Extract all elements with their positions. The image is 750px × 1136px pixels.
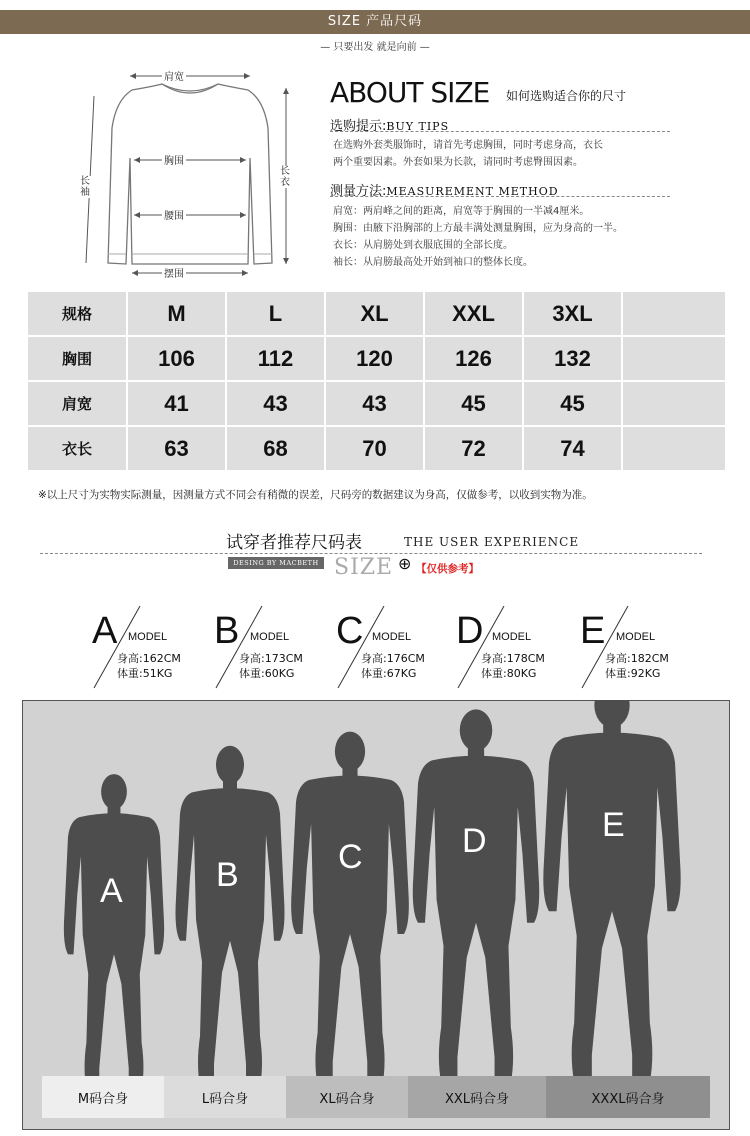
silhouette-b-figure [176, 746, 285, 1087]
fit-l: L码合身 [164, 1076, 286, 1118]
table-cell: 胸围 [28, 337, 126, 380]
reference-only-label: 【仅供参考】 [416, 563, 479, 575]
about-size-title: ABOUT SIZE [330, 76, 490, 109]
diagram-length-label: 长衣 [280, 166, 290, 188]
silhouette-c-figure [291, 732, 409, 1086]
table-cell [623, 382, 725, 425]
model-e: E MODEL 身高:182CM 体重:92KG [580, 610, 700, 700]
table-cell: 衣长 [28, 427, 126, 470]
silhouette-e-figure [543, 700, 680, 1082]
table-cell: 规格 [28, 292, 126, 335]
sweater-outline-icon [70, 58, 310, 290]
size-word: SIZE [334, 555, 394, 580]
header-subtitle: — 只要出发 就是向前 — [320, 42, 430, 53]
buy-tips-heading: 选购提示:BUY TIPS [330, 119, 450, 134]
table-row [28, 337, 725, 380]
table-cell [623, 337, 725, 380]
silhouette-b-label: B [216, 856, 239, 894]
table-row [28, 427, 725, 470]
measurement-note: ※以上尺寸为实物实际测量，因测量方式不同会有稍微的误差，尺码旁的数据建议为身高，仅做参考，以收到实物为准。 [38, 489, 593, 501]
experience-title: 试穿者推荐尺码表 [226, 533, 362, 553]
model-d: D MODEL 身高:178CM 体重:80KG [456, 610, 576, 700]
divider [40, 553, 702, 554]
fit-xxl: XXL码合身 [408, 1076, 546, 1118]
silhouettes [22, 700, 730, 1130]
silhouette-c-label: C [338, 838, 363, 876]
fit-bar [42, 1076, 710, 1118]
table-cell: 肩宽 [28, 382, 126, 425]
table-cell: 43 [326, 382, 423, 425]
table-cell: 41 [128, 382, 225, 425]
silhouette-a-figure [64, 774, 164, 1090]
silhouette-a-label: A [100, 872, 123, 910]
table-cell [623, 292, 725, 335]
diagram-sleeve-label: 长袖 [80, 176, 90, 198]
table-cell: 68 [227, 427, 324, 470]
table-cell: 45 [425, 382, 522, 425]
table-cell: 63 [128, 427, 225, 470]
table-cell: XXL [425, 292, 522, 335]
table-cell [623, 427, 725, 470]
table-cell: L [227, 292, 324, 335]
table-cell: 112 [227, 337, 324, 380]
model-c: C MODEL 身高:176CM 体重:67KG [336, 610, 456, 700]
divider [330, 196, 670, 197]
measure-heading: 测量方法:MEASUREMENT METHOD [330, 184, 559, 199]
about-size-subtitle: 如何选购适合你的尺寸 [506, 89, 627, 103]
experience-title-en: THE USER EXPERIENCE [404, 535, 580, 549]
table-cell: M [128, 292, 225, 335]
fit-xl: XL码合身 [286, 1076, 408, 1118]
table-cell: 106 [128, 337, 225, 380]
fit-xxxl: XXXL码合身 [546, 1076, 710, 1118]
diagram-chest-label: 胸围 [162, 152, 186, 167]
table-cell: 70 [326, 427, 423, 470]
diagram-hem-label: 摆围 [162, 265, 186, 280]
table-cell: 132 [524, 337, 621, 380]
model-b: B MODEL 身高:173CM 体重:60KG [214, 610, 334, 700]
garment-diagram [70, 58, 310, 290]
buy-tips-text: 在选购外套类服饰时，请首先考虑胸围，同时考虑身高，衣长 两个重要因素。外套如果为长款，请同时考虑臀围因素。 [333, 140, 603, 168]
fit-m: M码合身 [42, 1076, 164, 1118]
table-row [28, 382, 725, 425]
table-cell: XL [326, 292, 423, 335]
silhouette-e-label: E [602, 806, 625, 844]
table-cell: 74 [524, 427, 621, 470]
plus-circle-icon: ⊕ [398, 554, 412, 573]
diagram-waist-label: 腰围 [162, 207, 186, 222]
table-cell: 3XL [524, 292, 621, 335]
measure-text: 肩宽：两肩峰之间的距离，肩宽等于胸围的一半减4厘米。 胸围：由腋下沿胸部的上方最丰满处测量胸围，应为身高的一半。 衣长：从肩膀处到衣服底围的全部长度。 袖长：从肩膀最高处开始到袖口的整体长度。 [333, 206, 623, 268]
model-a: A MODEL 身高:162CM 体重:51KG [92, 610, 212, 700]
table-cell: 72 [425, 427, 522, 470]
table-cell: 126 [425, 337, 522, 380]
table-cell: 45 [524, 382, 621, 425]
silhouette-d-label: D [462, 822, 487, 860]
silhouette-d-figure [413, 709, 539, 1083]
divider [330, 131, 670, 132]
table-row [28, 292, 725, 335]
table-cell: 120 [326, 337, 423, 380]
header-bar: SIZE 产品尺码 [0, 10, 750, 34]
size-table [28, 292, 725, 472]
diagram-shoulder-label: 肩宽 [162, 68, 186, 83]
design-badge: DESING BY MACBETH [228, 557, 324, 569]
table-cell: 43 [227, 382, 324, 425]
